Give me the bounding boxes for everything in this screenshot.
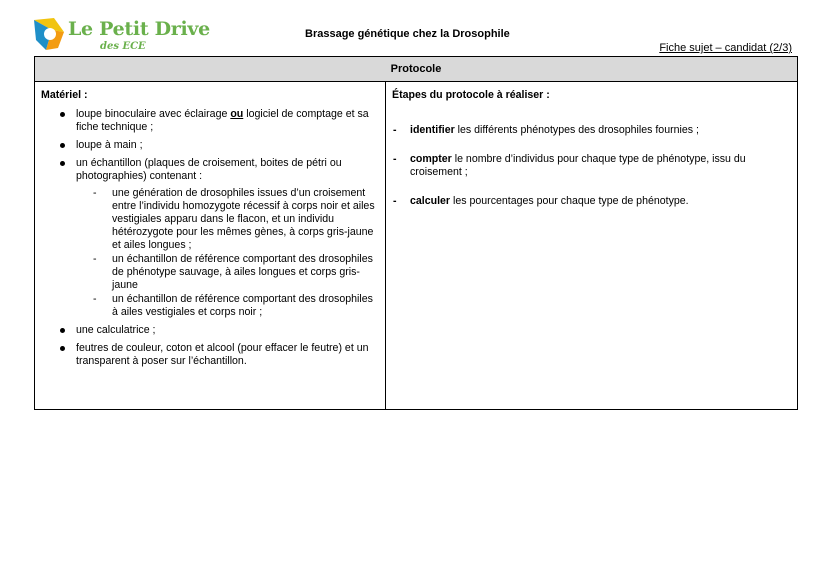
bullet-icon [60, 346, 65, 351]
dash-icon: - [93, 293, 97, 305]
protocol-heading: Protocole [35, 57, 797, 82]
list-item: loupe à main ; [41, 139, 381, 152]
materials-list [41, 108, 381, 368]
materials-title: Matériel : [41, 89, 88, 101]
bullet-icon [60, 143, 65, 148]
bullet-icon [60, 161, 65, 166]
dash-icon: - [93, 187, 97, 199]
sublist-item: - une génération de drosophiles issues d’un croisement entre l’individu homozygote récessif à corps noir et ailes vestigiales apparu dans le flacon, et un individu hétérozygote pour les mêmes gènes, à corps gris-jaune et ailes longues ; [93, 187, 375, 251]
steps-column [386, 82, 797, 410]
steps-title: Étapes du protocole à réaliser : [392, 89, 550, 101]
materials-column [35, 82, 386, 410]
protocol-table [34, 56, 798, 410]
dash-icon: - [93, 253, 97, 265]
step-item: - identifier les différents phénotypes des drosophiles fournies ; [393, 124, 699, 136]
list-item: une calculatrice ; [41, 324, 381, 337]
bullet-icon [60, 112, 65, 117]
step-verb: identifier [410, 124, 455, 136]
sublist-item: - un échantillon de référence comportant des drosophiles de phénotype sauvage, à ailes longues et corps gris-jaune [93, 253, 373, 291]
logo-subtitle: des ECE [100, 41, 146, 52]
sheet-label: Fiche sujet – candidat (2/3) [659, 42, 792, 54]
logo-title: Le Petit Drive [68, 18, 210, 40]
sample-sublist [76, 187, 381, 319]
logo-mark-icon [30, 14, 70, 54]
dash-icon: - [393, 124, 397, 136]
step-item: - calculer les pourcentages pour chaque type de phénotype. [393, 195, 689, 207]
dash-icon: - [393, 153, 397, 165]
bullet-icon [60, 328, 65, 333]
step-verb: calculer [410, 195, 451, 207]
logo [30, 14, 230, 58]
dash-icon: - [393, 195, 397, 207]
sublist-item: - un échantillon de référence comportant des drosophiles à ailes vestigiales et corps noir ; [93, 293, 373, 318]
document-title: Brassage génétique chez la Drosophile [305, 28, 510, 40]
steps-list [392, 124, 791, 208]
list-item: loupe binoculaire avec éclairage ou logiciel de comptage et sa fiche technique ; [41, 108, 381, 134]
step-verb: compter [410, 153, 452, 165]
list-item: feutres de couleur, coton et alcool (pour effacer le feutre) et un transparent à poser sur l’échantillon. [41, 342, 381, 368]
emphasis-text: ou [230, 108, 244, 120]
list-item: un échantillon (plaques de croisement, boites de pétri ou photographies) contenant : - une génération de drosophiles issues d’un croisement entre l’individu homozygote récessif à corps noir et ailes vestigiales apparu dans le flacon, et un individu hétérozygote pour les mêmes gènes, à corps gris-jaune et ailes longues ; - un échantillon de référence comportant des drosophiles de phénotype sauvage, à ailes longues et corps gris-jaune - un échantillon de référence comportant des drosophiles à ailes vestigiales et corps noir ; [41, 157, 381, 319]
step-item: - compter le nombre d’individus pour chaque type de phénotype, issu du croisement ; [393, 153, 746, 178]
